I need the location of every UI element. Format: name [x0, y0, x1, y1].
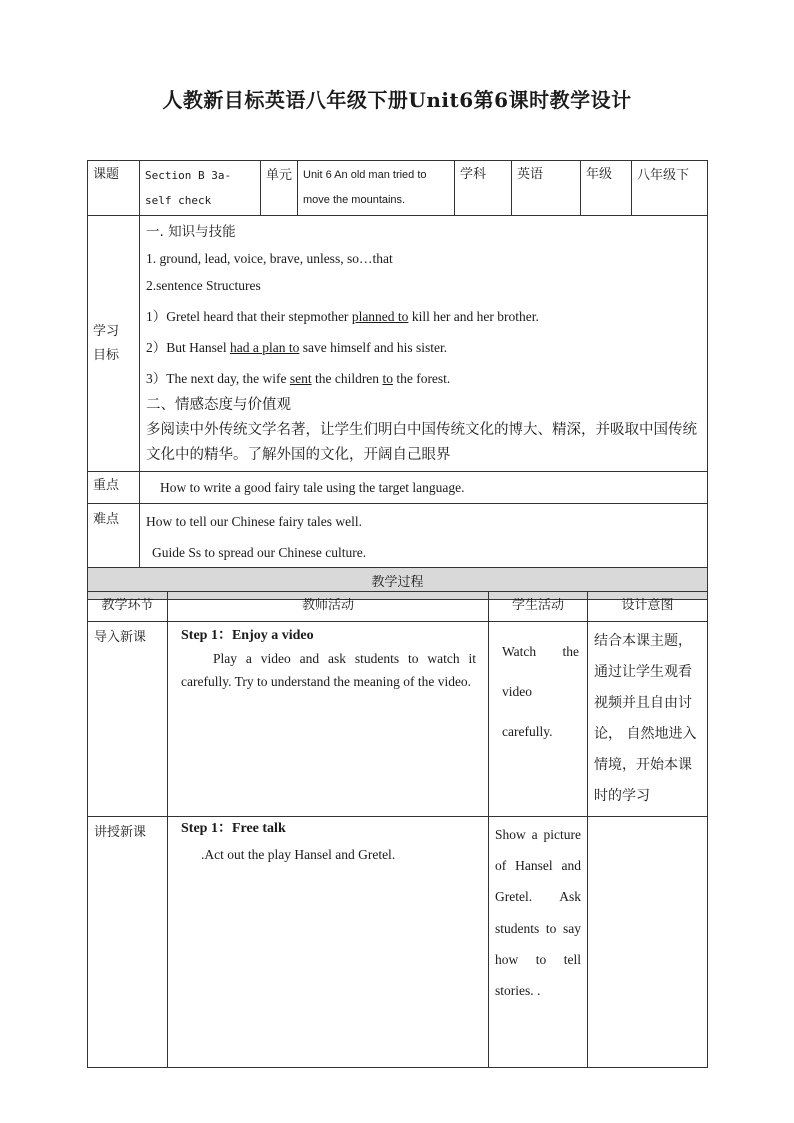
- column-teacher-text: 教师活动: [301, 598, 354, 613]
- grade-label-cell: [581, 161, 632, 216]
- intent-cell-new: [588, 817, 708, 1068]
- difficulty-line-1: How to tell our Chinese fairy tales well.: [146, 514, 362, 529]
- sentence-3-mid: the children: [311, 371, 383, 386]
- process-header-text: 教学过程: [371, 575, 424, 590]
- topic-label: 课题: [93, 167, 120, 182]
- difficulty-label-cell: [88, 504, 140, 568]
- process-table: [87, 591, 708, 1068]
- objectives-row: [88, 216, 708, 472]
- vocabulary-line: 1. ground, lead, voice, brave, unless, so…that: [146, 251, 393, 266]
- process-row-intro: [88, 622, 708, 817]
- sentence-1: [146, 303, 701, 330]
- key-point-text: How to write a good fairy tale using the target language.: [160, 480, 465, 495]
- teacher-cell-new: [168, 817, 489, 1068]
- subject-label-cell: [455, 161, 512, 216]
- key-point-label-cell: [88, 472, 140, 504]
- objectives-content-cell: [140, 216, 708, 472]
- sentence-3-underline-2: to: [382, 371, 393, 386]
- objectives-label-cell: [88, 216, 140, 472]
- process-row-new: [88, 817, 708, 1068]
- grade-value: 八年级下: [637, 168, 690, 183]
- teacher-cell-intro: [168, 622, 489, 817]
- difficulty-line-2: Guide Ss to spread our Chinese culture.: [152, 545, 367, 560]
- unit-value: Unit 6 An old man tried to move the mountains.: [303, 169, 427, 206]
- column-teacher-cell: [168, 592, 489, 622]
- objectives-label: 学习目标: [93, 323, 120, 363]
- difficulty-row: [88, 504, 708, 568]
- sentence-3: [146, 365, 701, 392]
- step-title-intro: Step 1：Enjoy a video: [181, 628, 314, 643]
- sentence-1-underline: planned to: [351, 309, 409, 324]
- grade-value-cell: [632, 161, 708, 216]
- teacher-text-intro: Play a video and ask students to watch it carefully. Try to understand the meaning of the video.: [181, 651, 476, 689]
- unit-label: 单元: [266, 168, 293, 183]
- teacher-text-new: .Act out the play Hansel and Gretel.: [201, 847, 396, 862]
- objectives-content: [140, 216, 707, 471]
- key-point-row: [88, 472, 708, 504]
- sentence-3-underline-1: sent: [289, 371, 312, 386]
- attitude-values-heading: 二、情感态度与价值观: [146, 397, 291, 413]
- sentence-3-post: the forest.: [392, 371, 451, 386]
- column-intent-text: 设计意图: [621, 598, 674, 613]
- stage-new: 讲授新课: [94, 825, 147, 840]
- unit-value-cell: [298, 161, 455, 216]
- sentence-2-post: save himself and his sister.: [299, 340, 448, 355]
- difficulty-content-cell: [140, 504, 708, 568]
- student-activity-new: Show a picture of Hansel and Gretel. Ask students to say how to tell stories. .: [495, 827, 581, 999]
- knowledge-skills-heading: 一. 知识与技能: [146, 224, 236, 240]
- sentence-3-pre: 3）The next day, the wife: [146, 371, 290, 386]
- column-intent-cell: [588, 592, 708, 622]
- design-intent-new: [588, 817, 707, 825]
- column-stage-cell: [88, 592, 168, 622]
- structures-heading: 2.sentence Structures: [146, 278, 261, 293]
- sentence-2: [146, 334, 701, 361]
- topic-value-cell: [140, 161, 261, 216]
- sentence-1-post: kill her and her brother.: [408, 309, 539, 324]
- attitude-values-text: 多阅读中外传统文学名著，让学生们明白中国传统文化的博大、精深，并吸取中国传统文化中的精华。了解外国的文化，开阔自己眼界: [146, 422, 697, 463]
- topic-value: Section B 3a-self check: [145, 169, 232, 207]
- intent-cell-intro: [588, 622, 708, 817]
- sentence-1-pre: 1）Gretel heard that their stepmother: [146, 309, 352, 324]
- student-cell-intro: [489, 622, 588, 817]
- column-student-text: 学生活动: [511, 598, 564, 613]
- info-row: [88, 161, 708, 216]
- process-column-headers: [88, 592, 708, 622]
- column-student-cell: [489, 592, 588, 622]
- teacher-activity-new: [168, 817, 488, 866]
- stage-intro: 导入新课: [94, 630, 147, 645]
- key-point-content-cell: [140, 472, 708, 504]
- step-title-new: Step 1：Free talk: [181, 821, 286, 836]
- design-intent-intro: 结合本课主题，通过让学生观看视频并且自由讨论， 自然地进入情境，开始本课时的学习: [594, 633, 697, 804]
- subject-value: 英语: [517, 167, 544, 182]
- difficulty-label: 难点: [93, 512, 120, 527]
- unit-label-cell: [261, 161, 298, 216]
- subject-value-cell: [512, 161, 581, 216]
- grade-label: 年级: [586, 167, 613, 182]
- teacher-activity-intro: [168, 622, 488, 693]
- lesson-plan-table: [87, 160, 708, 600]
- stage-cell-intro: [88, 622, 168, 817]
- student-activity-intro: Watch the video carefully.: [502, 644, 579, 739]
- student-cell-new: [489, 817, 588, 1068]
- stage-cell-new: [88, 817, 168, 1068]
- column-stage-text: 教学环节: [101, 598, 154, 613]
- page-title: 人教新目标英语八年级下册Unit6第6课时教学设计: [162, 88, 632, 112]
- sentence-2-pre: 2）But Hansel: [146, 340, 230, 355]
- key-point-label: 重点: [93, 478, 120, 493]
- sentence-2-underline: had a plan to: [230, 340, 300, 355]
- topic-label-cell: [88, 161, 140, 216]
- subject-label: 学科: [460, 167, 487, 182]
